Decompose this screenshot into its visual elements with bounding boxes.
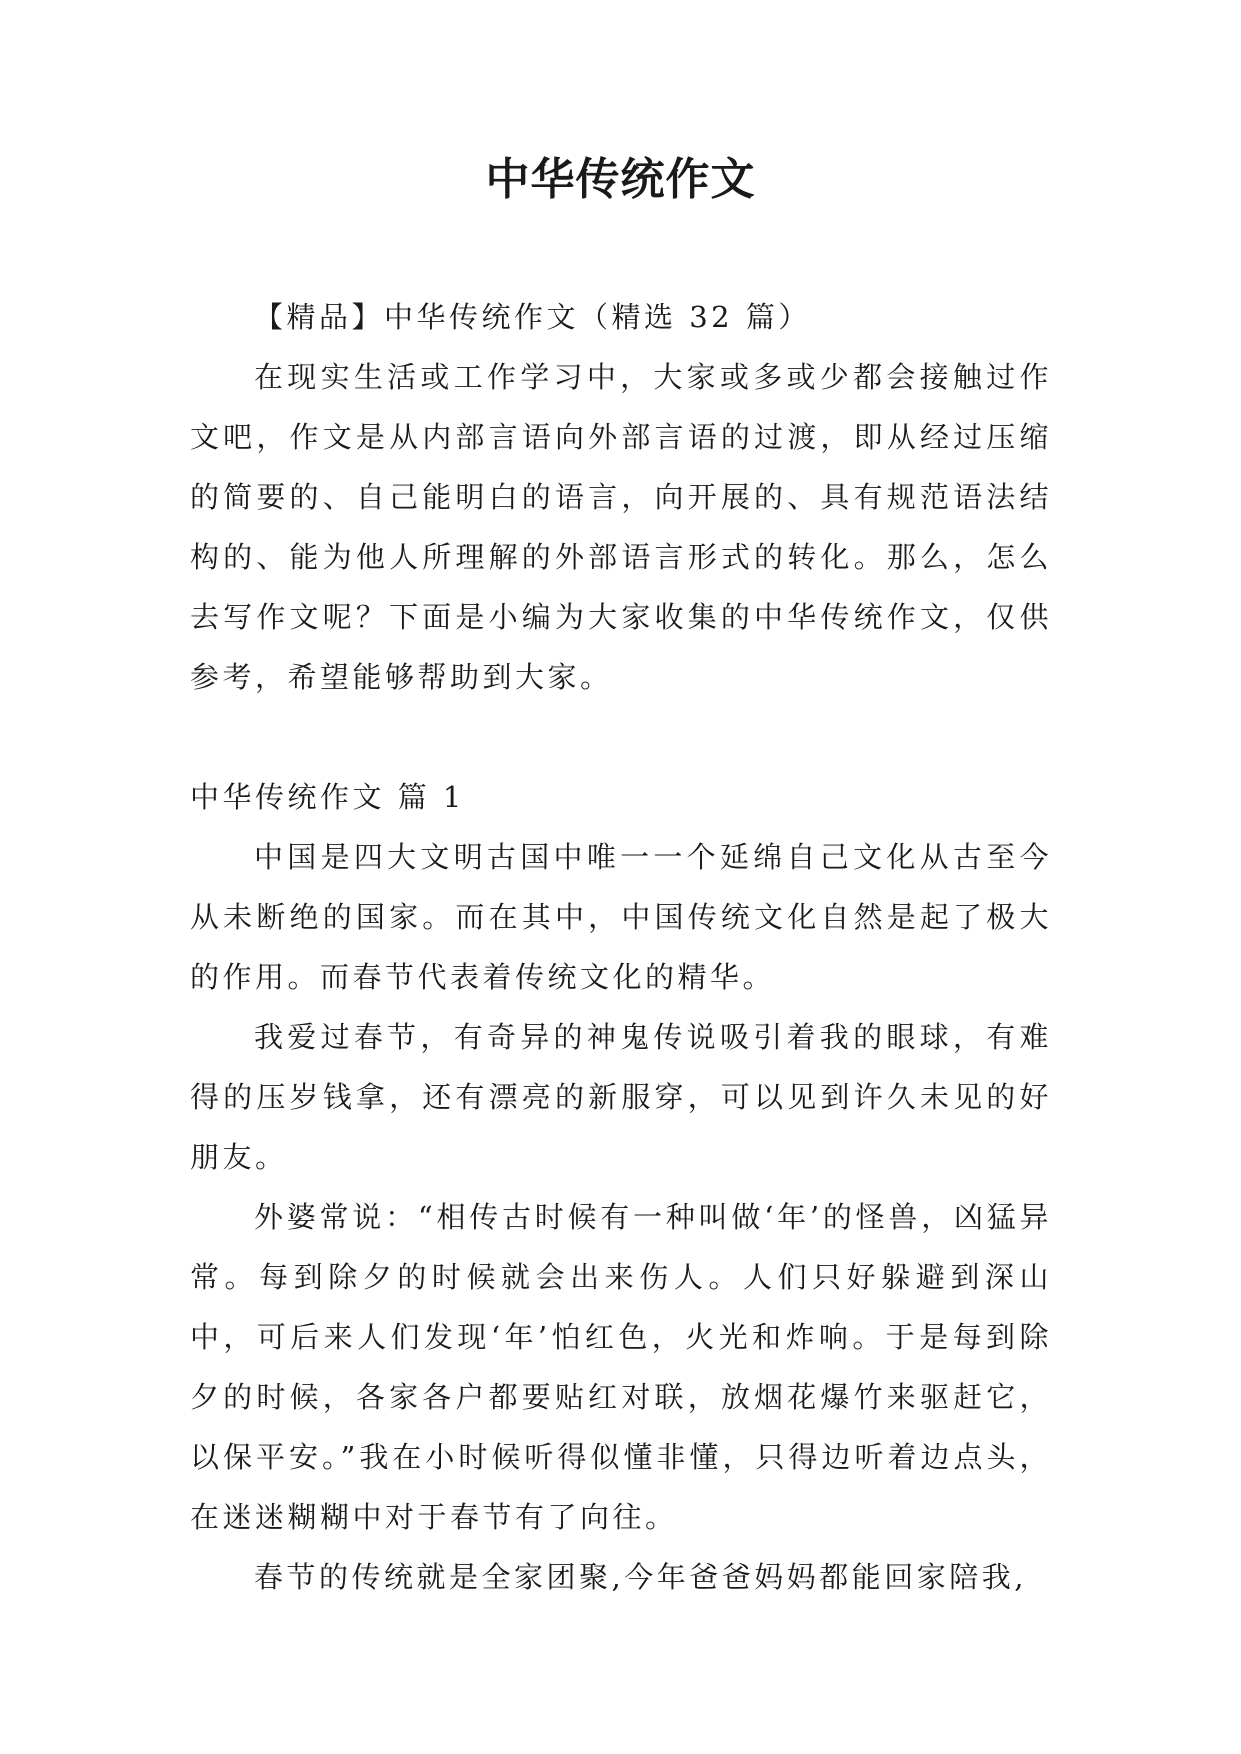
paragraph: 中国是四大文明古国中唯一一个延绵自己文化从古至今从未断绝的国家。而在其中，中国传统文化自然是起了极大的作用。而春节代表着传统文化的精华。: [190, 840, 1052, 994]
paragraph: 春节的传统就是全家团聚,今年爸爸妈妈都能回家陪我,: [254, 1560, 1027, 1594]
document-body: [190, 287, 1052, 1607]
paragraph: 外婆常说：“相传古时候有一种叫做‘年’的怪兽，凶猛异常。每到除夕的时候就会出来伤人。人们只好躲避到深山中，可后来人们发现‘年’怕红色，火光和炸响。于是每到除夕的时候，各家各户都要贴红对联，放烟花爆竹来驱赶它，以保平安。”我在小时候听得似懂非懂，只得边听着边点头，在迷迷糊糊中对于春节有了向往。: [190, 1200, 1052, 1534]
paragraph: 我爱过春节，有奇异的神鬼传说吸引着我的眼球，有难得的压岁钱拿，还有漂亮的新服穿，可以见到许久未见的好朋友。: [190, 1020, 1052, 1174]
intro-paragraph: 在现实生活或工作学习中，大家或多或少都会接触过作文吧，作文是从内部言语向外部言语的过渡，即从经过压缩的简要的、自己能明白的语言，向开展的、具有规范语法结构的、能为他人所理解的外部语言形式的转化。那么，怎么去写作文呢？下面是小编为大家收集的中华传统作文，仅供参考，希望能够帮助到大家。: [190, 360, 1052, 694]
section-heading: 中华传统作文 篇 1: [190, 780, 465, 814]
subtitle: 【精品】中华传统作文（精选 32 篇）: [254, 300, 811, 334]
page-title: 中华传统作文: [485, 154, 756, 205]
